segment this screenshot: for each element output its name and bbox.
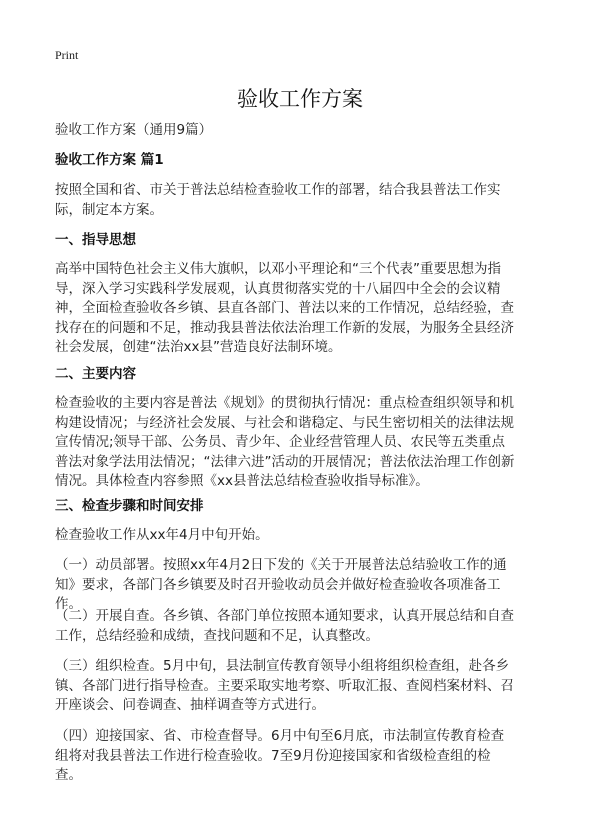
section-3-paragraph-4: （三）组织检查。5月中旬，县法制宣传教育领导小组将组织检查组，赴各乡镇、各部门进行指导检查。主要采取实地考察、听取汇报、查阅档案材料、召开座谈会、问卷调查、抽样调查等方式进行。 bbox=[55, 658, 514, 713]
section-3-paragraph-2: （一）动员部署。按照xx年4月2日下发的《关于开展普法总结验收工作的通知》要求，各部门各乡镇要及时召开验收动员会并做好检查验收各项准备工作。 bbox=[55, 557, 507, 612]
section-3-paragraph-5: （四）迎接国家、省、市检查督导。6月中旬至6月底，市法制宣传教育检查组将对我县普法工作进行检查验收。7至9月份迎接国家和省级检查组的检查。 bbox=[55, 728, 505, 783]
section-3-paragraph-1: 检查验收工作从xx年4月中旬开始。 bbox=[55, 527, 269, 543]
section-heading-2: 二、主要内容 bbox=[55, 366, 136, 382]
article-heading: 验收工作方案 篇1 bbox=[55, 152, 164, 168]
intro-paragraph: 按照全国和省、市关于普法总结检查验收工作的部署，结合我县普法工作实际，制定本方案。 bbox=[55, 182, 501, 218]
section-1-paragraph: 高举中国特色社会主义伟大旗帜，以邓小平理论和“三个代表”重要思想为指导，深入学习实践科学发展观，认真贯彻落实党的十八届四中全会的会议精神，全面检查验收各乡镇、县直各部门、普法以来的工作情况，总结经验，查找存在的问题和不足，推动我县普法依法治理工作新的发展，为服务全县经济社会发展，创建“法治xx县”营造良好法制环境。 bbox=[55, 261, 514, 355]
section-heading-1: 一、指导思想 bbox=[55, 232, 136, 248]
section-3-paragraph-3: （二）开展自查。各乡镇、各部门单位按照本通知要求，认真开展总结和自查工作，总结经验和成绩，查找问题和不足，认真整改。 bbox=[55, 608, 514, 644]
print-label: Print bbox=[55, 48, 79, 62]
section-heading-3: 三、检查步骤和时间安排 bbox=[55, 498, 204, 514]
document-title: 验收工作方案 bbox=[237, 87, 363, 111]
section-2-paragraph: 检查验收的主要内容是普法《规划》的贯彻执行情况：重点检查组织领导和机构建设情况；与经济社会发展、与社会和谐稳定、与民生密切相关的法律法规宣传情况;领导干部、公务员、青少年、企业经营管理人员、农民等五类重点普法对象学法用法情况；“法律六进”活动的开展情况；普法依法治理工作创新情况。具体检查内容参照《xx县普法总结检查验收指导标准》。 bbox=[55, 395, 515, 489]
document-subtitle: 验收工作方案（通用9篇） bbox=[55, 122, 213, 138]
